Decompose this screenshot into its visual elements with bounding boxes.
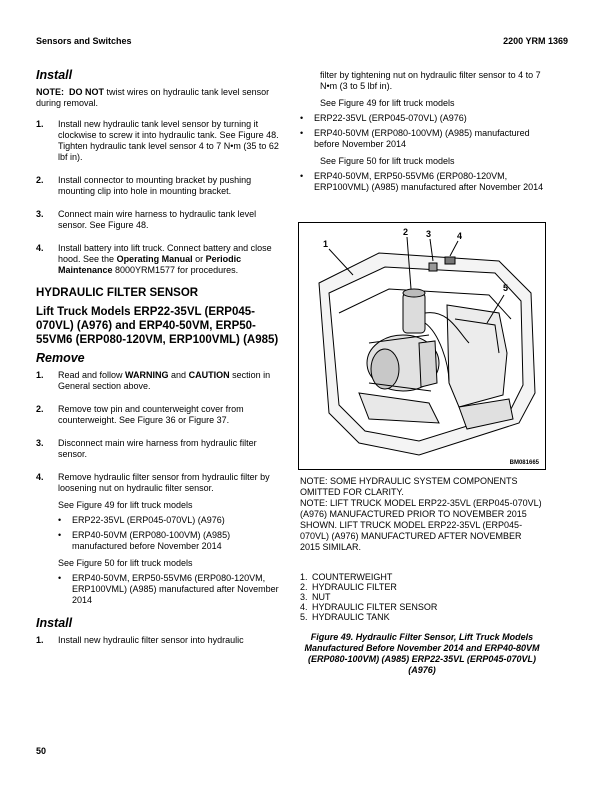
list-item: • ERP22-35VL (ERP045-070VL) (A976): [300, 113, 544, 124]
install-see-figure-49: See Figure 49 for lift truck models: [320, 98, 455, 108]
list-item: • ERP40-50VM, ERP50-55VM6 (ERP080-120VM, ERP100VML) (A985) manufactured after November 2014: [58, 573, 282, 606]
legend-item: 3. NUT: [300, 592, 331, 602]
install-filter-heading: Install: [36, 616, 73, 630]
figure-note-1: NOTE: SOME HYDRAULIC SYSTEM COMPONENTS OMITTED FOR CLARITY.: [300, 476, 518, 497]
install-step-2: 2. Install connector to mounting bracket by pushing mounting clip into hole in mounting bracket.: [36, 175, 252, 196]
figure-caption: Figure 49. Hydraulic Filter Sensor, Lift Truck Models Manufactured Before November 2014 and ERP40-80VM (ERP080-100VM) (A985) ERP22-35VL (ERP045-070VL) (A976): [304, 632, 540, 675]
install-step-1: 1. Install new hydraulic tank level sensor by turning it clockwise to screw it into hydraulic tank. See Figure 48. Tighten hydraulic tank level sensor 4 to 7 N•m (35 to 62 lbf in).: [36, 119, 279, 162]
running-header-doc-id: 2200 YRM 1369: [503, 36, 568, 46]
list-item: • ERP22-35VL (ERP045-070VL) (A976): [58, 515, 282, 526]
list-item: • ERP40-50VM (ERP080-100VM) (A985) manufactured before November 2014: [300, 128, 544, 150]
figure-note-2: NOTE: LIFT TRUCK MODEL ERP22-35VL (ERP045-070VL) (A976) MANUFACTURED PRIOR TO NOVEMBER 2015 SHOWN. LIFT TRUCK MODEL ERP22-35VL (ERP045-070VL) (A976) MANUFACTURED AFTER NOVEMBER 2015 SIMILAR.: [300, 498, 542, 552]
left-column: [36, 66, 282, 658]
callout-1: 1: [323, 239, 329, 249]
remove-step-1: 1. Read and follow WARNING and CAUTION section in General section above.: [36, 370, 271, 391]
install-step-4: 4. Install battery into lift truck. Connect battery and close hood. See the Operating Manual or Periodic Maintenance 8000YRM1577 for procedures.: [36, 243, 272, 275]
hydraulic-assembly-drawing: [299, 223, 545, 469]
figure-legend: [300, 572, 544, 622]
install-steps: [36, 119, 282, 276]
legend-item: 5. HYDRAULIC TANK: [300, 612, 390, 622]
section-models: Lift Truck Models ERP22-35VL (ERP045-070VL) (A976) and ERP40-50VM, ERP50-55VM6 (ERP080-120VM, ERP100VML) (A985): [36, 306, 279, 346]
install-heading: Install: [36, 68, 73, 82]
remove-see-figure-50: See Figure 50 for lift truck models: [58, 558, 193, 568]
figure-49-illustration: [298, 222, 546, 470]
remove-see-figure-49: See Figure 49 for lift truck models: [58, 500, 193, 510]
callout-3: 3: [426, 229, 432, 239]
remove-fig50-models: [58, 573, 282, 606]
install-filter-steps: [36, 635, 282, 646]
figure-notes: [300, 476, 544, 553]
install-filter-step-1-start: 1. Install new hydraulic filter sensor into hydraulic: [36, 635, 244, 645]
list-item: • ERP40-50VM, ERP50-55VM6 (ERP080-120VM, ERP100VML) (A985) manufactured after November 2014: [300, 171, 544, 193]
remove-heading: Remove: [36, 351, 85, 365]
running-header-section: Sensors and Switches: [36, 36, 132, 46]
callout-4: 4: [457, 231, 463, 241]
install-fig49-models: [300, 113, 544, 150]
legend-item: 4. HYDRAULIC FILTER SENSOR: [300, 602, 438, 612]
callout-2: 2: [403, 227, 409, 237]
figure-id: BM081665: [509, 460, 539, 466]
install-step-3: 3. Connect main wire harness to hydraulic tank level sensor. See Figure 48.: [36, 209, 257, 230]
install-fig50-models: [300, 171, 544, 193]
callout-5: 5: [503, 283, 509, 293]
install-filter-step-1-cont: filter by tightening nut on hydraulic filter sensor to 4 to 7 N•m (3 to 5 lbf in).: [320, 70, 541, 91]
remove-steps: [36, 370, 282, 606]
remove-fig49-models: [58, 515, 282, 552]
remove-step-3: 3. Disconnect main wire harness from hydraulic filter sensor.: [36, 438, 257, 459]
right-column: [300, 70, 544, 199]
remove-step-2: 2. Remove tow pin and counterweight cover from counterweight. See Figure 36 or Figure 37.: [36, 404, 244, 425]
legend-item: 2. HYDRAULIC FILTER: [300, 582, 397, 592]
section-title: HYDRAULIC FILTER SENSOR: [36, 287, 199, 299]
list-item: • ERP40-50VM (ERP080-100VM) (A985) manufactured before November 2014: [58, 530, 282, 552]
legend-item: 1. COUNTERWEIGHT: [300, 572, 393, 582]
install-note: NOTE: DO NOT twist wires on hydraulic tank level sensor during removal.: [36, 87, 270, 108]
install-see-figure-50: See Figure 50 for lift truck models: [320, 156, 455, 166]
remove-step-4: 4. Remove hydraulic filter sensor from hydraulic filter by loosening nut on hydraulic filter sensor. See Figure 49 for lift truck models • ERP22-35VL (ERP045-070VL) (A976) • ERP40-50VM (ERP080-100VM) (A985) manufactured before November 2014 See Figure 50 for lift truck models • ERP40-50VM, ERP50-55VM6 (ERP080-120VM, ERP100VML) (A985) manufactured after November 2014: [36, 472, 282, 606]
page-number: 50: [36, 746, 47, 756]
